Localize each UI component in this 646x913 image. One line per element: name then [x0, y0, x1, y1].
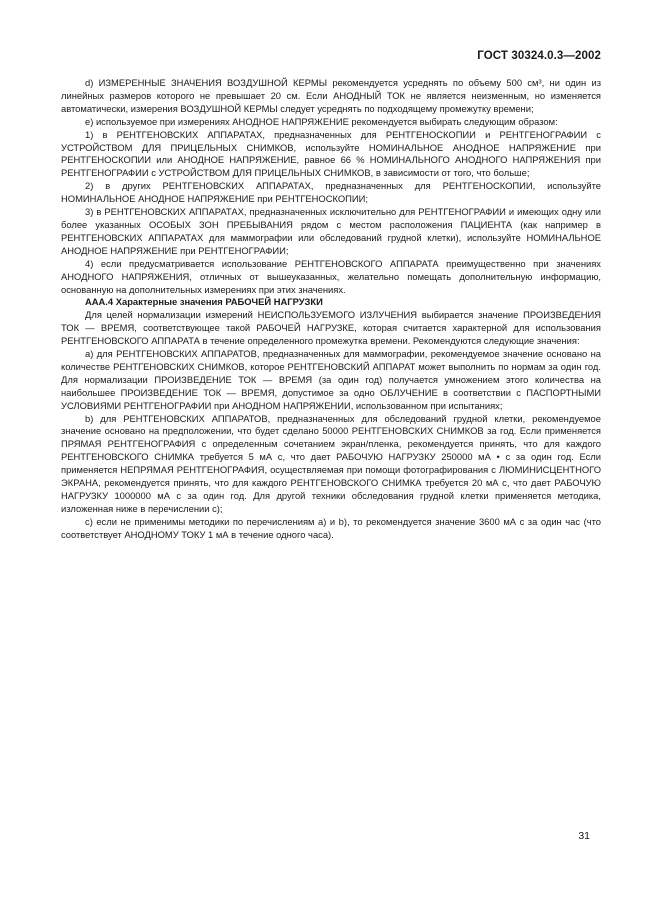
paragraph-d-air-kerma: d) ИЗМЕРЕННЫЕ ЗНАЧЕНИЯ ВОЗДУШНОЙ КЕРМЫ рекомендуется усреднять по объему 500 см³, ни один из линейных размеров которого не превышает 20 см. Если АНОДНЫЙ ТОК не является неизменным, но изменяется автоматически, измерения ВОЗДУШНОЙ КЕРМЫ следует усреднять по подходящему промежутку времени; — [61, 77, 601, 114]
paragraph-normalization-intro: Для целей нормализации измерений НЕИСПОЛЬЗУЕМОГО ИЗЛУЧЕНИЯ выбирается значение ПРОИЗВЕДЕНИЯ ТОК — ВРЕМЯ, соответствующее такой РАБОЧЕЙ НАГРУЗКЕ, которая считается характерной для использования РЕНТГЕНОВСКОГО АППАРАТА в течение определенного промежутка времени. Рекомендуются следующие значения: — [61, 309, 601, 347]
paragraph-e1: 1) в РЕНТГЕНОВСКИХ АППАРАТАХ, предназначенных для РЕНТГЕНОСКОПИИ и РЕНТГЕНОГРАФИИ с УСТРОЙСТВОМ ДЛЯ ПРИЦЕЛЬНЫХ СНИМКОВ, используйте НОМИНАЛЬНОЕ АНОДНОЕ НАПРЯЖЕНИЕ при РЕНТГЕНОСКОПИИ или АНОДНОЕ НАПРЯЖЕНИЕ, равное 66 % НОМИНАЛЬНОГО АНОДНОГО НАПРЯЖЕНИЯ при РЕНТГЕНОГРАФИИ с УСТРОЙСТВОМ ДЛЯ ПРИЦЕЛЬНЫХ СНИМКОВ, в зависимости от того, что больше; — [61, 128, 601, 179]
page-number: 31 — [578, 830, 590, 842]
document-body — [61, 77, 601, 542]
paragraph-b-chest: b) для РЕНТГЕНОВСКИХ АППАРАТОВ, предназначенных для обследований грудной клетки, рекомендуемое значение основано на предположении, что будет сделано 50000 РЕНТГЕНОВСКИХ СНИМКОВ за год. Если применяется ПРЯМАЯ РЕНТГЕНОГРАФИЯ с определенным сочетанием экран/пленка, рекомендуется принять, что для каждого РЕНТГЕНОВСКОГО СНИМКА требуется 5 мА с, что дает РАБОЧУЮ НАГРУЗКУ 250000 мА • с за один год. Если применяется НЕПРЯМАЯ РЕНТГЕНОГРАФИЯ, осуществляемая при помощи фотографирования с ЛЮМИНИСЦЕНТНОГО ЭКРАНА, рекомендуется принять, что для каждого РЕНТГЕНОВСКОГО СНИМКА требуется 20 мА с, что дает РАБОЧУЮ НАГРУЗКУ 1000000 мА с за один год. Для другой техники обследования грудной клетки применяется методика, изложенная ниже в перечислении с); — [61, 412, 601, 514]
paragraph-e2: 2) в других РЕНТГЕНОВСКИХ АППАРАТАХ, предназначенных для РЕНТГЕНОСКОПИИ, используйте НОМИНАЛЬНОЕ АНОДНОЕ НАПРЯЖЕНИЕ при РЕНТГЕНОСКОПИИ; — [61, 180, 601, 205]
paragraph-e3: 3) в РЕНТГЕНОВСКИХ АППАРАТАХ, предназначенных исключительно для РЕНТГЕНОГРАФИИ и имеющих одну или более указанных ОСОБЫХ ЗОН ПРЕБЫВАНИЯ рядом с местом расположения ПАЦИЕНТА (как например в РЕНТГЕНОВСКИХ АППАРАТАХ для маммографии или обследований грудной клетки), используйте НОМИНАЛЬНОЕ АНОДНОЕ НАПРЯЖЕНИЕ при РЕНТГЕНОГРАФИИ; — [61, 206, 601, 256]
standard-header: ГОСТ 30324.0.3—2002 — [477, 50, 601, 62]
paragraph-c-default: c) если не применимы методики по перечислениям а) и b), то рекомендуется значение 3600 мА с за один час (что соответствует АНОДНОМУ ТОКУ 1 мА в течение одного часа). — [61, 515, 601, 540]
section-heading-aaa4: ААА.4 Характерные значения РАБОЧЕЙ НАГРУЗКИ — [85, 296, 323, 308]
paragraph-e-anode-voltage: e) используемое при измерениях АНОДНОЕ НАПРЯЖЕНИЕ рекомендуется выбирать следующим образом: — [85, 115, 558, 127]
paragraph-a-mammography: a) для РЕНТГЕНОВСКИХ АППАРАТОВ, предназначенных для маммографии, рекомендуемое значение основано на количестве РЕНТГЕНОВСКИХ СНИМКОВ, которое РЕНТГЕНОВСКИЙ АППАРАТ может выполнить по нормам за один год. Для нормализации ПРОИЗВЕДЕНИЕ ТОК — ВРЕМЯ (за один год) получается умножением этого количества на наибольшее ПРОИЗВЕДЕНИЕ ТОК — ВРЕМЯ, допустимое за одно ОБЛУЧЕНИЕ в соответствии с ПАСПОРТНЫМИ УСЛОВИЯМИ РЕНТГЕНОГРАФИИ при АНОДНОМ НАПРЯЖЕНИИ, использованном при испытаниях; — [61, 348, 601, 411]
paragraph-e4: 4) если предусматривается использование РЕНТГЕНОВСКОГО АППАРАТА преимущественно при значениях АНОДНОГО НАПРЯЖЕНИЯ, отличных от вышеуказанных, желательно помещать дополнительную информацию, основанную на дополнительных измерениях при этих значениях. — [61, 257, 601, 295]
